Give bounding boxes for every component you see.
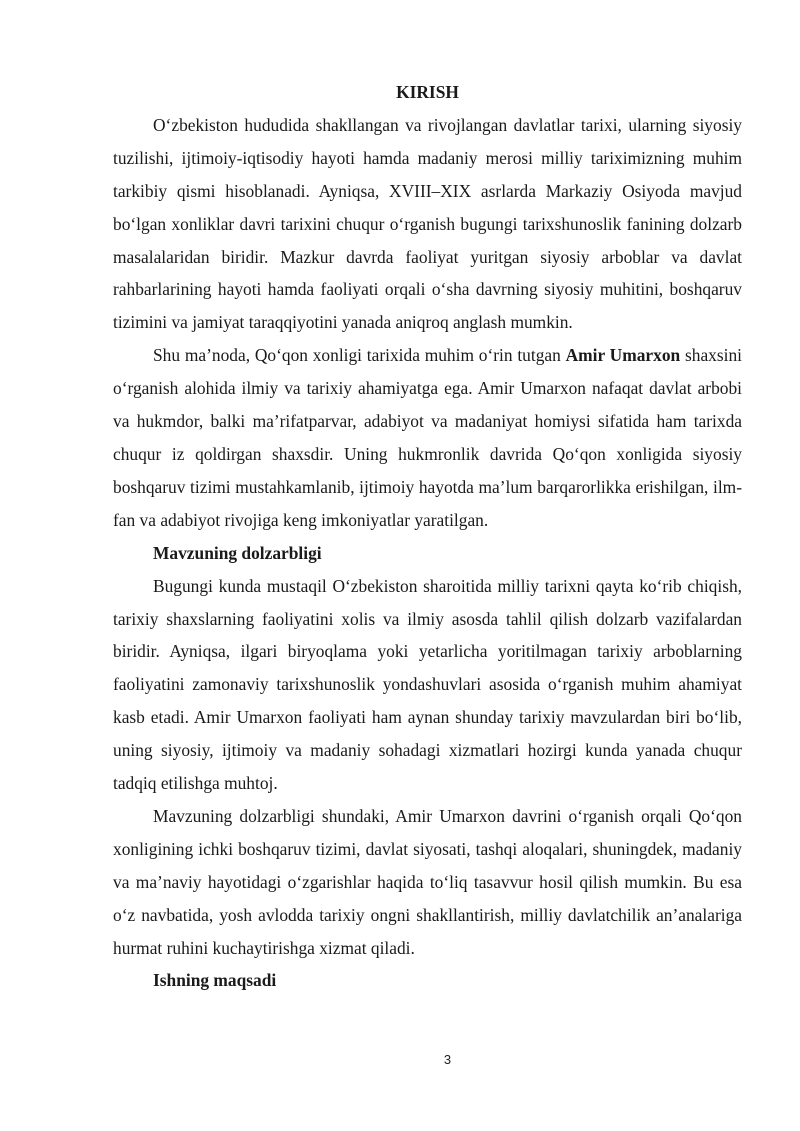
paragraph-text-before: Shu ma’noda, Qo‘qon xonligi tarixida muhim o‘rin tutgan bbox=[153, 345, 566, 366]
page-number: 3 bbox=[443, 1052, 452, 1067]
relevance-paragraph-2: Mavzuning dolzarbligi shundaki, Amir Umarxon davrini o‘rganish orqali Qo‘qon xonligining ichki boshqaruv tizimi, davlat siyosati, tashqi aloqalari, shuningdek, madaniy va ma’naviy hayotidagi o‘zgarishlar haqida to‘liq tasavvur hosil qilish mumkin. Bu esa o‘z navbatida, yosh avlodda tarixiy ongni shakllantirish, milliy davlatchilik an’analariga hurmat ruhini kuchaytirishga xizmat qiladi. bbox=[113, 805, 742, 958]
umarxon-paragraph bbox=[113, 339, 742, 536]
paragraph-text-after: shaxsini o‘rganish alohida ilmiy va tarixiy ahamiyatga ega. Amir Umarxon nafaqat davlat arbobi va hukmdor, balki ma’rifatparvar, adabiyot va madaniyat homiysi sifatida ham tarixda chuqur iz qoldirgan shaxsdir. Uning hukmronlik davrida Qo‘qon xonligida siyosiy boshqaruv tizimi mustahkamlanib, ijtimoiy hayotda ma’lum barqarorlikka erishilgan, ilm-fan va adabiyot rivojiga keng imkoniyatlar yaratilgan. bbox=[113, 345, 742, 530]
heading-relevance: Mavzuning dolzarbligi bbox=[153, 542, 322, 563]
page-content bbox=[113, 76, 742, 997]
bold-name-amir-umarxon: Amir Umarxon bbox=[565, 345, 681, 366]
relevance-paragraph-1: Bugungi kunda mustaqil O‘zbekiston sharoitida milliy tarixni qayta ko‘rib chiqish, tarixiy shaxslarning faoliyatini xolis va ilmiy asosda tahlil qilish dolzarb vazifalardan biridir. Ayniqsa, ilgari biryoqlama yoki yetarlicha yoritilmagan tarixiy arboblarning faoliyatini zamonaviy tarixshunoslik yondashuvlari asosida o‘rganish muhim ahamiyat kasb etadi. Amir Umarxon faoliyati ham aynan shunday tarixiy mavzulardan biri bo‘lib, uning siyosiy, ijtimoiy va madaniy sohadagi xizmatlari hozirgi kunda yanada chuqur tadqiq etilishga muhtoj. bbox=[113, 575, 742, 794]
section-title: KIRISH bbox=[396, 82, 459, 102]
intro-paragraph: O‘zbekiston hududida shakllangan va rivojlangan davlatlar tarixi, ularning siyosiy tuzilishi, ijtimoiy-iqtisodiy hayoti hamda madaniy merosi milliy tariximizning muhim tarkibiy qismi hisoblanadi. Ayniqsa, XVIII–XIX asrlarda Markaziy Osiyoda mavjud bo‘lgan xonliklar davri tarixini chuqur o‘rganish bugungi tarixshunoslik fanining dolzarb masalalaridan biridir. Mazkur davrda faoliyat yuritgan siyosiy arboblar va davlat rahbarlarining hayoti hamda faoliyati orqali o‘sha davrning siyosiy muhitini, boshqaruv tizimini va jamiyat taraqqiyotini yanada aniqroq anglash mumkin. bbox=[113, 114, 742, 333]
heading-purpose: Ishning maqsadi bbox=[153, 970, 277, 991]
